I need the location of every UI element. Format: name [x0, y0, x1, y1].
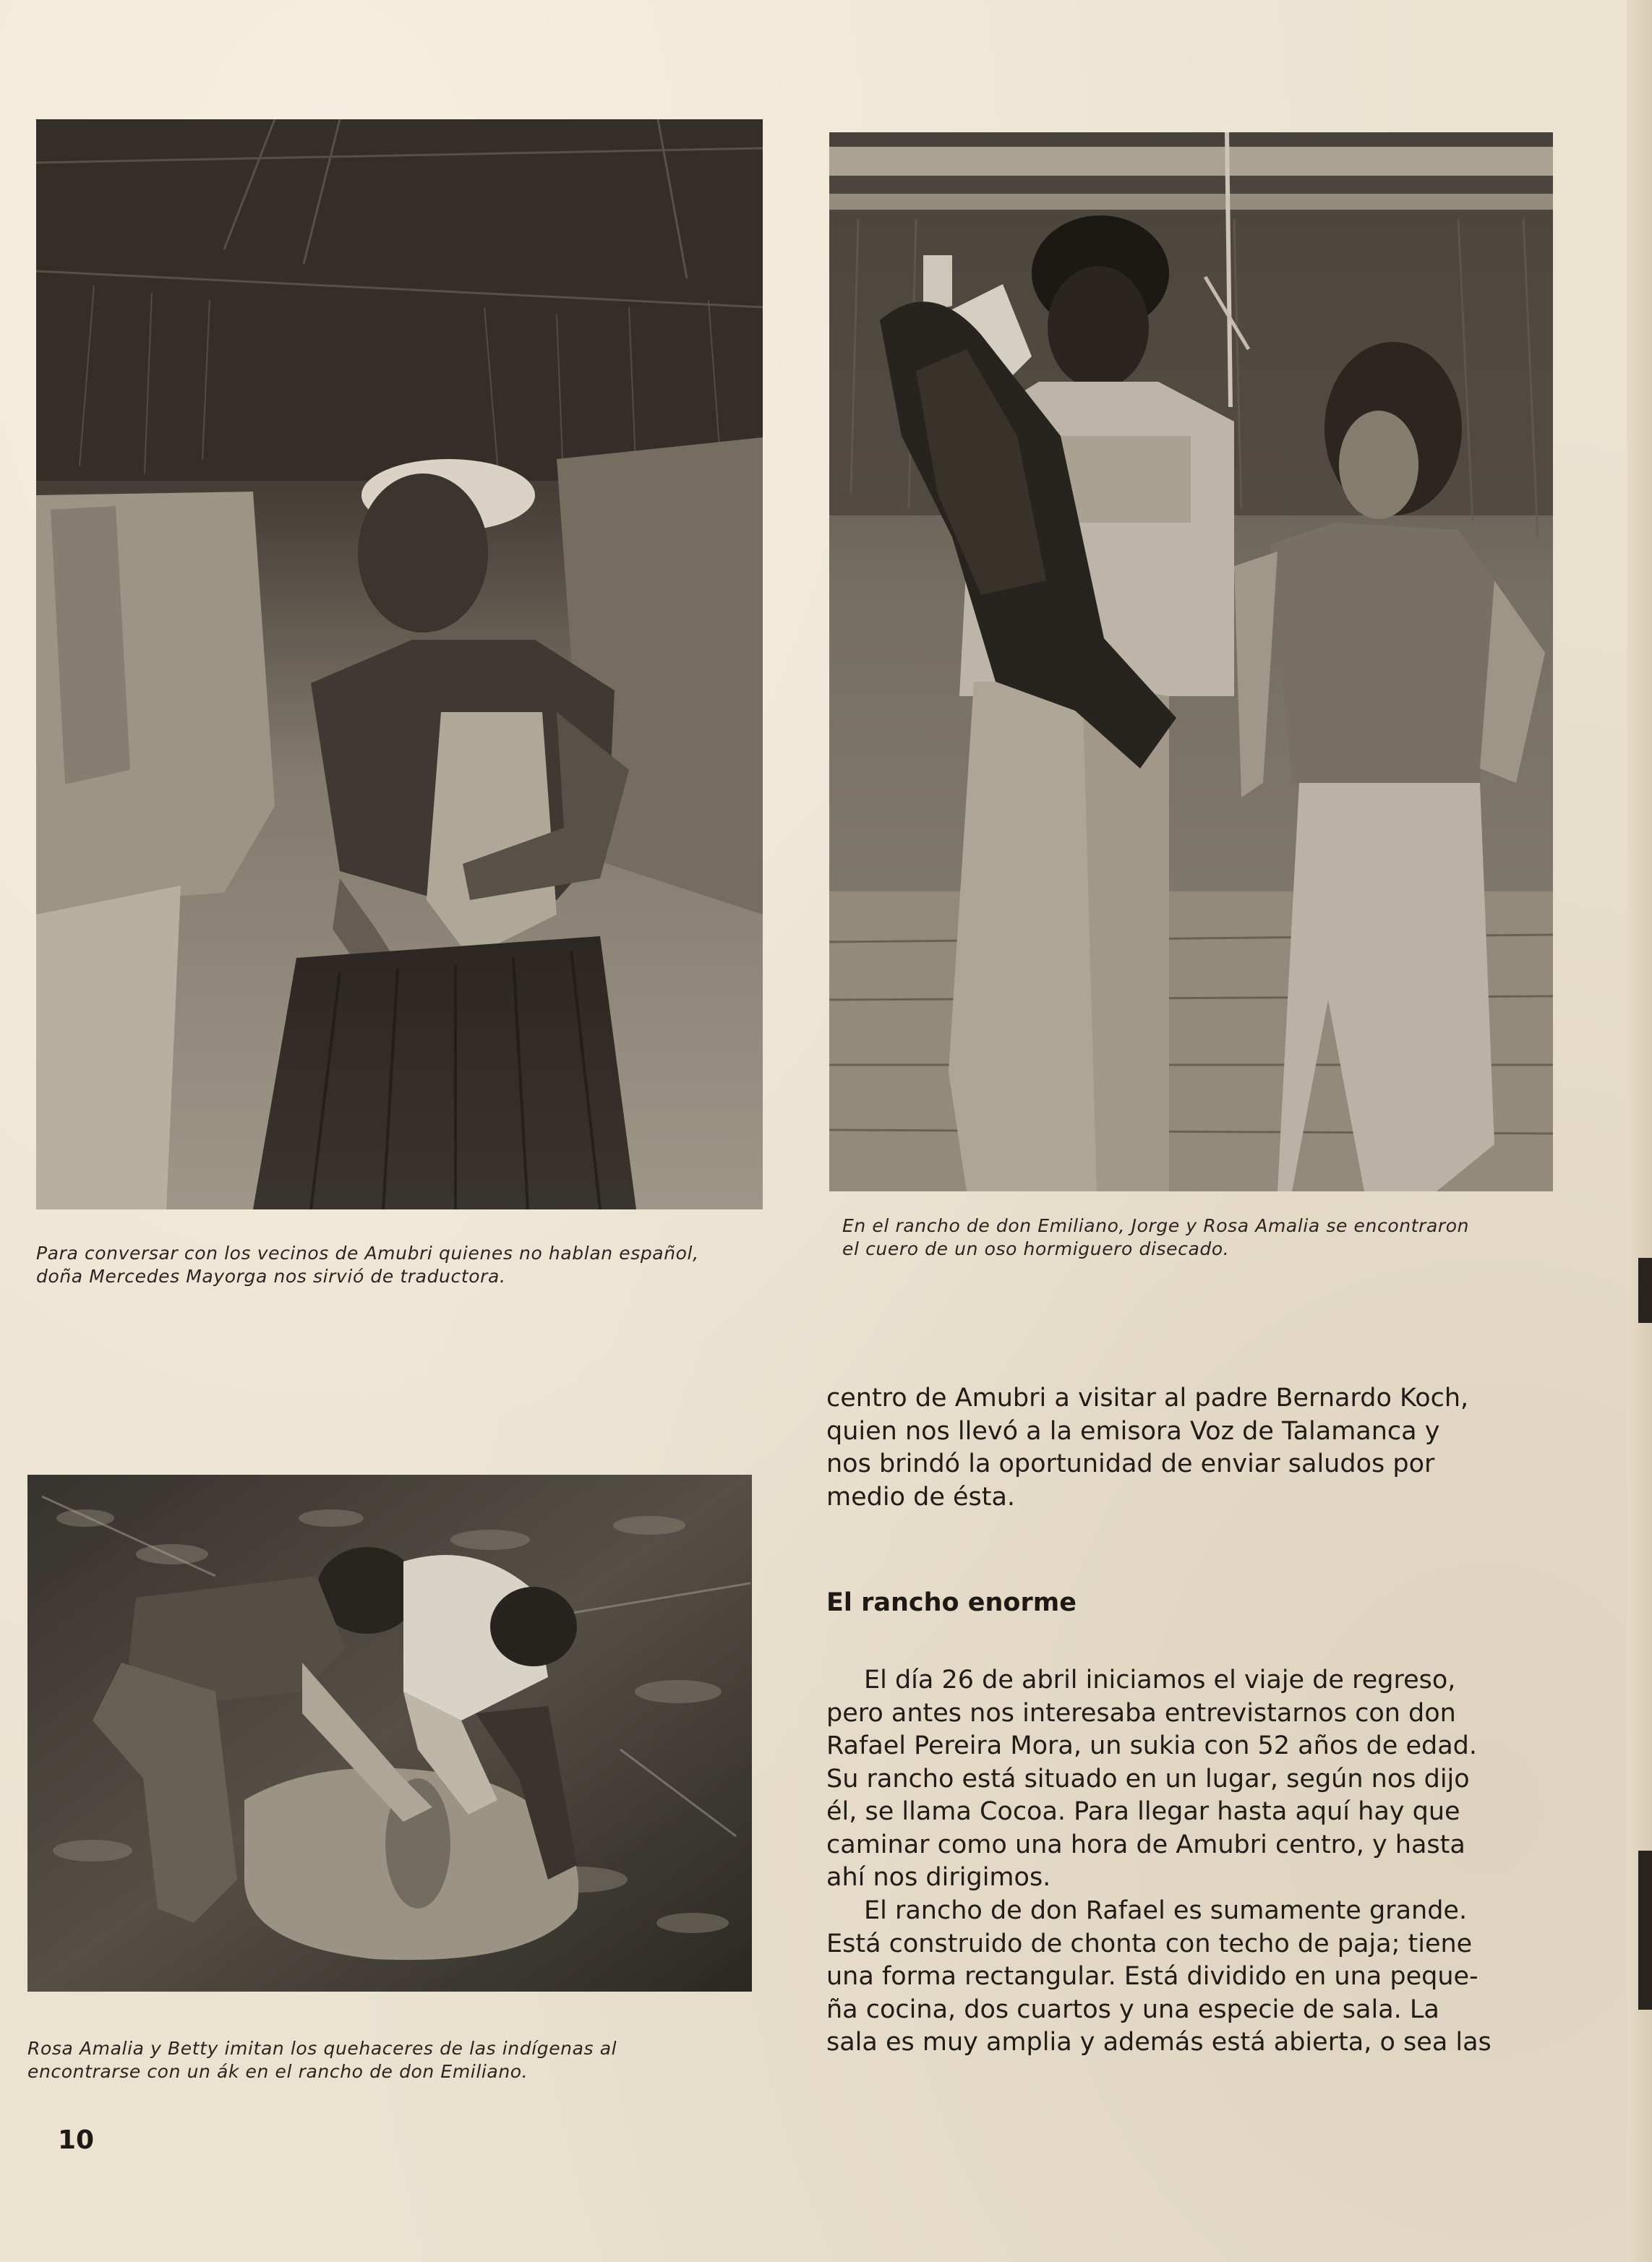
text-line: una forma rectangular. Está dividido en una peque-: [826, 1962, 1478, 1991]
article-intro-paragraph: [826, 1382, 1468, 1514]
text-line: centro de Amubri a visitar al padre Bernardo Koch,: [826, 1384, 1469, 1413]
text-line: El rancho de don Rafael es sumamente grande.: [864, 1896, 1468, 1925]
caption-line: En el rancho de don Emiliano, Jorge y Rosa Amalia se encontraron: [842, 1215, 1470, 1236]
text-line: él, se llama Cocoa. Para llegar hasta aquí hay que: [826, 1797, 1460, 1826]
caption-line: Rosa Amalia y Betty imitan los quehaceres de las indígenas al: [27, 2038, 617, 2059]
article-paragraph-2: [826, 1895, 1491, 2060]
text-line: caminar como una hora de Amubri centro, y hasta: [826, 1830, 1465, 1859]
text-line: quien nos llevó a la emisora Voz de Talamanca y: [826, 1416, 1440, 1446]
text-line: pero antes nos interesaba entrevistarnos con don: [826, 1698, 1456, 1728]
text-line: nos brindó la oportunidad de enviar saludos por: [826, 1449, 1435, 1478]
photo-mercedes-mayorga-graphic: [36, 119, 763, 1209]
text-line: ña cocina, dos cuartos y una especie de sala. La: [826, 1995, 1439, 2024]
page-number: 10: [58, 2125, 95, 2155]
photo-caption-mercedes-mayorga: [36, 1242, 774, 1288]
photo-caption-piedra-de-moler: [27, 2037, 758, 2083]
text-line: El día 26 de abril iniciamos el viaje de regreso,: [864, 1666, 1456, 1695]
caption-line: el cuero de un oso hormiguero disecado.: [842, 1238, 1230, 1259]
text-line: ahí nos dirigimos.: [826, 1863, 1051, 1892]
photo-oso-hormiguero-graphic: [829, 132, 1553, 1191]
section-heading: El rancho enorme: [826, 1588, 1077, 1617]
caption-line: Para conversar con los vecinos de Amubri quienes no hablan español,: [36, 1243, 699, 1264]
article-paragraph-1: [826, 1664, 1477, 1895]
photo-mercedes-mayorga: [36, 119, 763, 1209]
photo-caption-oso-hormiguero: [842, 1214, 1565, 1261]
photo-piedra-de-moler-graphic: [27, 1475, 752, 1992]
edge-print-mark: [1638, 1258, 1652, 1323]
text-line: medio de ésta.: [826, 1482, 1016, 1512]
text-line: Su rancho está situado en un lugar, según nos dijo: [826, 1764, 1470, 1794]
text-line: sala es muy amplia y además está abierta, o sea las: [826, 2028, 1491, 2057]
photo-oso-hormiguero: [829, 132, 1553, 1191]
caption-line: doña Mercedes Mayorga nos sirvió de traductora.: [36, 1266, 506, 1287]
edge-print-mark: [1638, 1851, 1652, 2010]
photo-piedra-de-moler: [27, 1475, 752, 1992]
text-line: Está construido de chonta con techo de paja; tiene: [826, 1929, 1473, 1958]
caption-line: encontrarse con un ák en el rancho de don Emiliano.: [27, 2061, 528, 2082]
text-line: Rafael Pereira Mora, un sukia con 52 años de edad.: [826, 1731, 1478, 1760]
